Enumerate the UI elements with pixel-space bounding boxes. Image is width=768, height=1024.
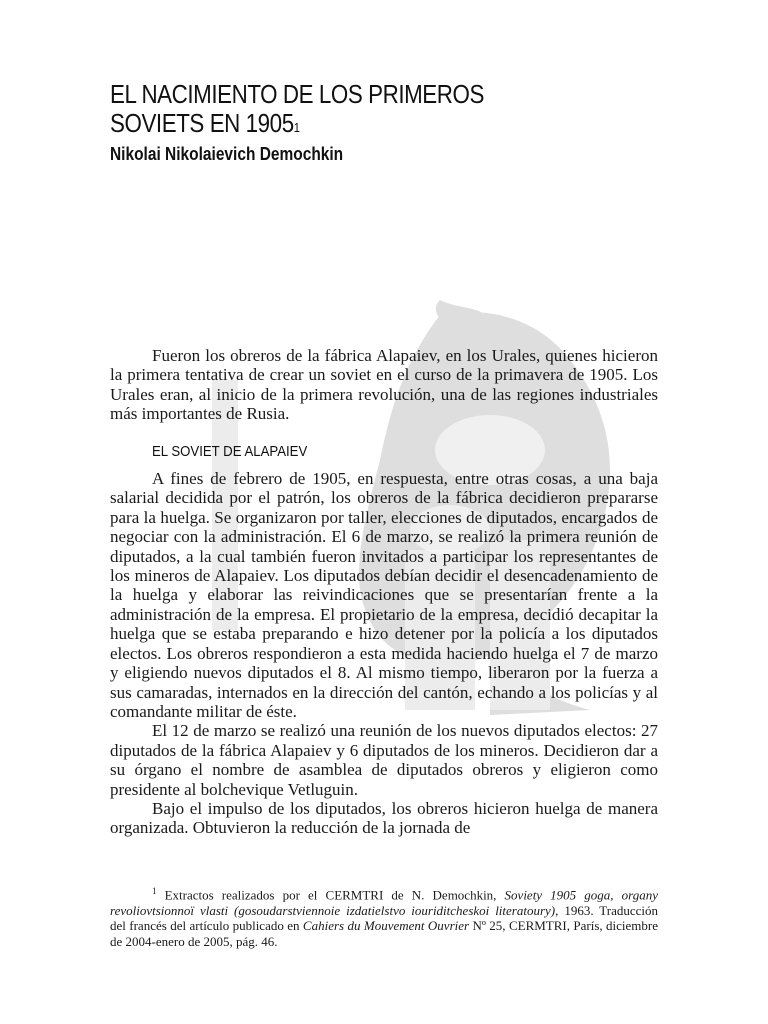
intro-paragraph: Fueron los obreros de la fábrica Alapaiev, en los Urales, quienes hicieron la primera tentativa de crear un soviet en el curso de la primavera de 1905. Los Urales eran, al inicio de la primera revolución, una de las regiones industriales más importantes de Rusia. bbox=[110, 346, 658, 424]
footnote-text: Extractos realizados por el CERMTRI de N. Demochkin, bbox=[156, 887, 505, 903]
footnote bbox=[110, 884, 658, 949]
article-title bbox=[110, 80, 592, 138]
footnote-text: , 1963. Traducción del francés del artículo publicado en bbox=[110, 902, 659, 934]
article-body bbox=[110, 346, 658, 838]
body-paragraph: El 12 de marzo se realizó una reunión de los nuevos diputados electos: 27 diputados de la fábrica Alapaiev y 6 diputados de los mineros. Decidieron dar a su órgano el nombre de asamblea de diputados obreros y eligieron como presidente al bolchevique Vetluguin. bbox=[110, 721, 658, 799]
section-heading: EL SOVIET DE ALAPAIEV bbox=[152, 442, 308, 460]
footnote-mark: 1 bbox=[152, 886, 157, 896]
body-paragraph: Bajo el impulso de los diputados, los obreros hicieron huelga de manera organizada. Obtuvieron la reducción de la jornada de bbox=[110, 798, 658, 838]
title-line-2: SOVIETS EN 1905 bbox=[110, 108, 294, 138]
footnote-journal-title: Cahiers du Mouvement Ouvrier bbox=[302, 918, 470, 934]
title-footnote-mark: 1 bbox=[293, 120, 300, 135]
title-line-1: EL NACIMIENTO DE LOS PRIMEROS bbox=[110, 79, 484, 109]
article-header bbox=[110, 80, 670, 165]
footnote-source-title: Soviety 1905 goga, organy revoliovtsionnoï vlasti (gosoudarstviennoie izdatielstvo iouriditcheskoi literatoury) bbox=[110, 887, 658, 918]
author-name: Nikolai Nikolaievich Demochkin bbox=[110, 144, 344, 164]
footnote-text: Nº 25, CERMTRI, París, diciembre de 2004-enero de 2005, pág. 46. bbox=[110, 918, 659, 949]
body-paragraph: A fines de febrero de 1905, en respuesta, entre otras cosas, a una baja salarial decidida por el patrón, los obreros de la fábrica decidieron prepararse para la huelga. Se organizaron por taller, elecciones de diputados, encargados de negociar con la administración. El 6 de marzo, se realizó la primera reunión de diputados, a la cual también fueron invitados a participar los representantes de los mineros de Alapaiev. Los diputados debían decidir el desencadenamiento de la huelga y elaborar las reivindicaciones que se presentarían frente a la administración de la empresa. El propietario de la empresa, decidió decapitar la huelga que se estaba preparando e hizo detener por la policía a los diputados electos. Los obreros respondieron a esta medida haciendo huelga el 7 de marzo y eligiendo nuevos diputados el 8. Al mismo tiempo, liberaron por la fuerza a sus camaradas, internados en la dirección del cantón, echando a los policías y al comandante militar de éste. bbox=[110, 469, 658, 721]
